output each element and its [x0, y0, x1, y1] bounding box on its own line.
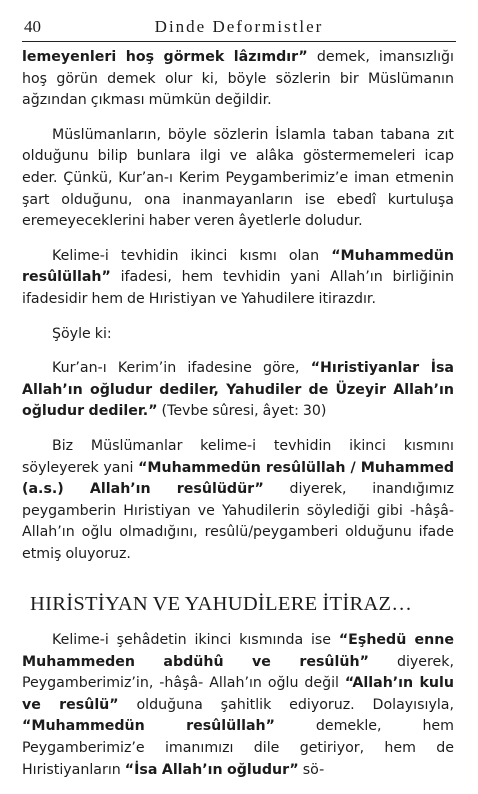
- paragraph: [22, 630, 454, 781]
- text-run: ifadesi, hem tevhidin yani Allah’ın birliğinin ifadesidir hem de Hıristiyan ve Yahudilere itirazdır.: [22, 269, 454, 307]
- text-run: Müslümanların, böyle sözlerin İslamla taban tabana zıt olduğunu bilip bunlara ilgi ve alâka göstermemeleri icap eder. Çünkü, Kur’an-ı Kerim Peygamberimiz’e iman etmenin şart olduğunu, ona inanmayanların ise ebedî kurtuluşa eremeyeceklerini haber veren âyetlerle doludur.: [22, 126, 454, 230]
- paragraph: [22, 47, 454, 112]
- text-run: sö-: [298, 761, 325, 778]
- bold-quote: “Hıristiyanlar İsa Allah’ın oğludur dediler, Yahudiler de Üzeyir Allah’ın oğludur dediler.”: [22, 360, 454, 420]
- text-run: Kur’an-ı Kerim’in ifadesine göre,: [52, 360, 311, 377]
- paragraph: [22, 246, 454, 311]
- paragraph: [22, 324, 454, 346]
- page-header: [22, 14, 456, 38]
- text-run: olduğuna şahitlik ediyoruz. Dolayısıyla,: [118, 696, 454, 713]
- bold-quote: “Muhammedün resûlüllah”: [22, 247, 454, 286]
- text-run: Kelime-i tevhidin ikinci kısmı olan: [52, 247, 332, 264]
- section-heading: HIRİSTİYAN VE YAHUDİLERE İTİRAZ…: [30, 593, 413, 616]
- bold-quote: “Eşhedü enne Muhammeden abdühû ve resûlüh”: [22, 632, 454, 670]
- bold-quote: “Muhammedün resûlüllah / Muhammed (a.s.) Allah’ın resûlüdür”: [22, 459, 455, 498]
- text-run: demekle, hem Peygamberimiz’e imanımızı dile getiriyor, hem de Hıristiyanların: [22, 718, 454, 778]
- text-run: demek, imansızlığı hoş görün demek olur ki, böyle sözlerin bir Müslümanın ağzından çıkması mümkün değildir.: [22, 49, 454, 109]
- paragraph: [22, 436, 454, 566]
- paragraphs-before-heading: [22, 47, 454, 565]
- bold-quote: “Allah’ın kulu ve resûlü”: [22, 675, 454, 713]
- header-rule: [22, 41, 456, 42]
- text-run: Şöyle ki:: [52, 325, 112, 342]
- running-title: Dinde Deformistler: [154, 17, 324, 36]
- paragraphs-after-heading: [22, 630, 454, 781]
- page-number: 40: [24, 17, 41, 36]
- text-run: Biz Müslümanlar kelime-i tevhidin ikinci kısmını söyleyerek yani: [22, 437, 454, 476]
- body-text: [22, 47, 454, 794]
- text-run: diyerek, inandığımız peygamberin Hıristiyan ve Yahudilerin söylediği gibi -hâşâ- Allah’ın oğlu olmadığını, resûlü/peygamberi olduğunu ifade etmiş oluyoruz.: [22, 481, 454, 562]
- bold-quote: “İsa Allah’ın oğludur”: [124, 761, 299, 778]
- bold-quote: “Muhammedün resûlüllah”: [22, 718, 275, 735]
- text-run: diyerek, Peygamberimiz’in, -hâşâ- Allah’ın oğlu değil: [22, 653, 454, 692]
- text-run: (Tevbe sûresi, âyet: 30): [157, 403, 327, 420]
- paragraph: [22, 358, 454, 423]
- paragraph: [22, 125, 454, 233]
- text-run: Kelime-i şehâdetin ikinci kısmında ise: [52, 632, 339, 649]
- bold-quote: lemeyenleri hoş görmek lâzımdır”: [22, 49, 308, 65]
